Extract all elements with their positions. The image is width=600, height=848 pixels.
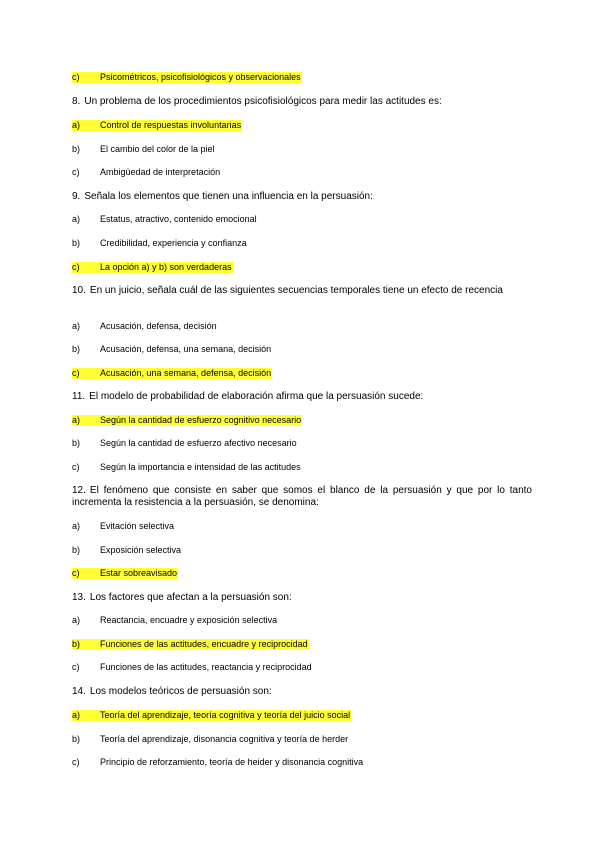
question-12 (72, 485, 532, 509)
answer-text: Credibilidad, experiencia y confianza (100, 238, 247, 248)
answer-10a (72, 321, 532, 332)
question-text: Un problema de los procedimientos psicofisiológicos para medir las actitudes es: (84, 96, 442, 107)
answer-letter: c) (72, 262, 80, 272)
question-number: 11. (72, 391, 86, 402)
question-10 (72, 285, 532, 297)
answer-14a (72, 710, 532, 721)
answer-8c (72, 167, 532, 178)
answer-9c (72, 262, 532, 273)
answer-text: Estatus, atractivo, contenido emocional (100, 214, 257, 224)
answer-letter: c) (72, 72, 80, 82)
answer-text: Funciones de las actitudes, encuadre y reciprocidad (100, 639, 308, 649)
answer-letter: a) (72, 710, 81, 720)
answer-9b (72, 238, 532, 249)
answer-letter: a) (72, 321, 81, 331)
question-13 (72, 592, 532, 604)
answer-text: Acusación, defensa, decisión (100, 321, 217, 331)
answer-letter: b) (72, 734, 81, 744)
answer-letter: b) (72, 238, 81, 248)
answer-text: Teoría del aprendizaje, disonancia cognitiva y teoría de herder (100, 734, 349, 744)
answer-letter: c) (72, 568, 80, 578)
answer-12b (72, 545, 532, 556)
answer-letter: c) (72, 757, 80, 767)
answer-text: Reactancia, encuadre y exposición selectiva (100, 615, 278, 625)
question-number: 12. (72, 485, 86, 496)
answer-13b (72, 639, 532, 650)
answer-letter: b) (72, 344, 81, 354)
answer-text: La opción a) y b) son verdaderas (100, 262, 232, 272)
answer-text: Según la cantidad de esfuerzo afectivo necesario (100, 438, 297, 448)
answer-text: Evitación selectiva (100, 521, 175, 531)
answer-14b (72, 734, 532, 745)
answer-text: Psicométricos, psicofisiológicos y observacionales (100, 72, 301, 82)
answer-10c (72, 368, 532, 379)
answer-12a (72, 521, 532, 532)
question-11 (72, 391, 532, 403)
answer-text: Funciones de las actitudes, reactancia y reciprocidad (100, 662, 312, 672)
question-number: 8. (72, 96, 81, 107)
answer-8b (72, 144, 532, 155)
question-14 (72, 686, 532, 698)
answer-letter: a) (72, 615, 81, 625)
answer-text: Control de respuestas involuntarias (100, 120, 242, 130)
question-number: 13. (72, 592, 86, 603)
answer-text: Según la importancia e intensidad de las actitudes (100, 462, 301, 472)
answer-11b (72, 438, 532, 449)
question-text: El fenómeno que consiste en saber que somos el blanco de la persuasión y que por lo tanto incrementa la resistencia a la persuasión, se denomina: (72, 485, 532, 508)
answer-letter: a) (72, 415, 81, 425)
answer-text: Principio de reforzamiento, teoría de heider y disonancia cognitiva (100, 757, 364, 767)
question-9 (72, 191, 532, 203)
answer-text: Teoría del aprendizaje, teoría cognitiva y teoría del juicio social (100, 710, 351, 720)
question-text: Los factores que afectan a la persuasión son: (89, 592, 292, 603)
answer-text: Exposición selectiva (100, 545, 182, 555)
question-number: 9. (72, 191, 81, 202)
question-text: El modelo de probabilidad de elaboración afirma que la persuasión sucede: (89, 391, 424, 402)
answer-letter: a) (72, 120, 81, 130)
question-text: En un juicio, señala cuál de las siguientes secuencias temporales tiene un efecto de recencia (89, 285, 503, 296)
answer-10b (72, 344, 532, 355)
answer-letter: c) (72, 662, 80, 672)
answer-9a (72, 214, 532, 225)
question-number: 14. (72, 686, 86, 697)
answer-11a (72, 415, 532, 426)
question-text: Señala los elementos que tienen una influencia en la persuasión: (84, 191, 373, 202)
answer-text: Acusación, defensa, una semana, decisión (100, 344, 272, 354)
question-number: 10. (72, 285, 86, 296)
answer-text: El cambio del color de la piel (100, 144, 215, 154)
answer-14c (72, 757, 532, 768)
answer-text: Estar sobreavisado (100, 568, 178, 578)
question-8 (72, 96, 532, 108)
answer-letter: b) (72, 545, 81, 555)
answer-letter: a) (72, 214, 81, 224)
answer-text: Según la cantidad de esfuerzo cognitivo necesario (100, 415, 302, 425)
answer-7c (72, 72, 532, 83)
answer-11c (72, 462, 532, 473)
answer-letter: b) (72, 144, 81, 154)
answer-13c (72, 662, 532, 673)
answer-8a (72, 120, 532, 131)
answer-letter: c) (72, 462, 80, 472)
question-text: Los modelos teóricos de persuasión son: (89, 686, 272, 697)
answer-12c (72, 568, 532, 579)
answer-text: Ambigüedad de interpretación (100, 167, 221, 177)
answer-letter: c) (72, 368, 80, 378)
answer-text: Acusación, una semana, defensa, decisión (100, 368, 272, 378)
answer-letter: b) (72, 438, 81, 448)
answer-13a (72, 615, 532, 626)
answer-letter: c) (72, 167, 80, 177)
answer-letter: a) (72, 521, 81, 531)
answer-letter: b) (72, 639, 81, 649)
